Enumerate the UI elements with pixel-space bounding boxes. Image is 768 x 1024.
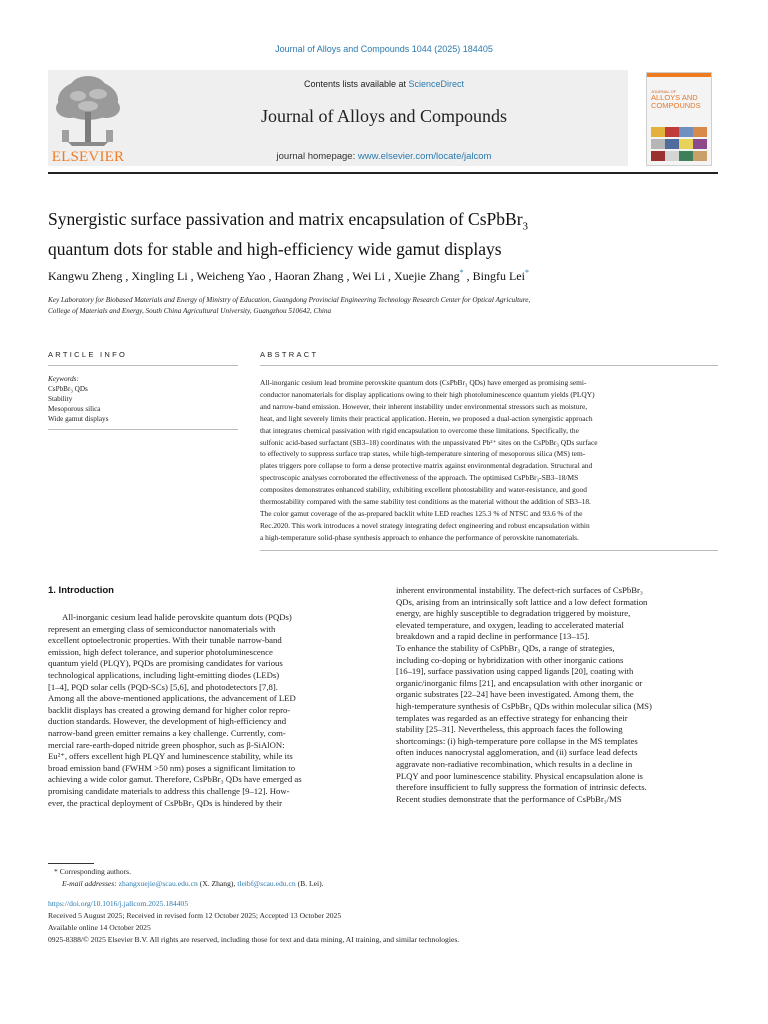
cover-block bbox=[665, 151, 679, 161]
article-title bbox=[48, 208, 718, 260]
author-separator: , bbox=[187, 269, 197, 283]
cover-block bbox=[679, 139, 693, 149]
author-list bbox=[48, 268, 718, 284]
author-separator: , bbox=[265, 269, 275, 283]
body-line: broad emission band (FWHM >50 nm) poses a significant limitation to bbox=[48, 762, 296, 773]
cover-title-small: JOURNAL OF bbox=[651, 89, 677, 94]
author-separator: , bbox=[384, 269, 394, 283]
online-date: Available online 14 October 2025 bbox=[48, 923, 151, 932]
journal-title[interactable]: Journal of Alloys and Compounds bbox=[261, 106, 507, 126]
title-line1: Synergistic surface passivation and matrix encapsulation of CsPbBr bbox=[48, 209, 523, 229]
elsevier-wordmark: ELSEVIER bbox=[51, 149, 125, 165]
body-line: emission, high defect tolerance, and superior photoluminescence bbox=[48, 646, 273, 657]
affiliation bbox=[48, 295, 718, 317]
body-line: backlit displays has created a growing demand for higher color repro- bbox=[48, 704, 291, 715]
cover-title-main: ALLOYS AND COMPOUNDS bbox=[651, 93, 701, 110]
doi-text[interactable]: https://doi.org/10.1016/j.jallcom.2025.184405 bbox=[48, 899, 189, 908]
abstract-text bbox=[260, 377, 718, 544]
body-line: technological applications, including light-emitting diodes (LEDs) bbox=[48, 669, 280, 680]
abstract-line: and narrow-band emission. However, their inherent instability under environmental stressors such as moisture, bbox=[260, 401, 588, 411]
received-dates: Received 5 August 2025; Received in revised form 12 October 2025; Accepted 13 October 2025 bbox=[48, 911, 342, 920]
body-line: organic/inorganic films [21], and encapsulation with other inorganic or bbox=[396, 677, 643, 688]
abstract-line: conductor nanomaterials for display applications owing to their high photoluminescence quantum yields (PLQY) bbox=[260, 389, 595, 399]
corresponding-star[interactable]: * bbox=[459, 268, 464, 277]
abstract-line: that integrates chemical passivation with rigid encapsulation to overcome these limitations. Specifically, the bbox=[260, 425, 579, 435]
body-line: shortcomings: (i) high-temperature pore collapse in the MS templates bbox=[396, 735, 638, 746]
cover-block bbox=[665, 139, 679, 149]
body-line: Eu²⁺, offers excellent high PLQY and luminescence stability, while its bbox=[48, 751, 293, 762]
author-name[interactable]: Weicheng Yao bbox=[196, 269, 266, 283]
body-line: Among all the above-mentioned applications, the advancement of LED bbox=[48, 693, 296, 704]
corresponding-star[interactable]: * bbox=[524, 268, 529, 277]
cover-block bbox=[665, 127, 679, 137]
affiliation-line2: College of Materials and Energy, South China Agricultural University, Guangzhou 510642, China bbox=[48, 307, 332, 315]
article-info-heading: ARTICLE INFO bbox=[48, 350, 128, 359]
author-name[interactable]: Xuejie Zhang bbox=[393, 269, 460, 283]
keyword: Stability bbox=[48, 395, 73, 403]
email-link[interactable]: zhangxuejie@scau.edu.cn bbox=[118, 879, 198, 888]
body-line: templates was regarded as an effective strategy for enhancing their bbox=[396, 712, 628, 723]
body-line: often induces nanocrystal agglomeration, and (ii) surface lead defects bbox=[396, 747, 638, 758]
abstract-heading: ABSTRACT bbox=[260, 350, 319, 359]
body-line: stability [25–31]. Nevertheless, this approach faces the following bbox=[396, 724, 623, 735]
email-link[interactable]: tleibf@scau.edu.cn bbox=[237, 879, 296, 888]
abstract-rule bbox=[260, 365, 718, 366]
body-line: breakdown and a rapid decline in performance [13–15]. bbox=[396, 631, 590, 642]
author-name[interactable]: Kangwu Zheng bbox=[48, 269, 123, 283]
intro-right-column bbox=[396, 585, 718, 805]
keywords-block bbox=[48, 374, 228, 424]
abstract-line: a high-temperature solid-phase synthesis approach to enhance the performance of perovskite nanomaterials. bbox=[260, 532, 579, 542]
author-name[interactable]: Wei Li bbox=[352, 269, 385, 283]
abstract-line: composites demonstrates enhanced stability, exhibiting excellent photostability and water-resistance, and good bbox=[260, 485, 587, 495]
abstract-line: sulfonic acid-based surfactant (SB3–18) coordinates with the unpassivated Pb²⁺ sites on the CsPbBr₃ QDs surface bbox=[260, 437, 598, 447]
body-line: therefore insufficient to fully suppress the formation of intrinsic defects. bbox=[396, 782, 647, 793]
body-line: aggravate non-radiative recombination, which results in a decline in bbox=[396, 758, 633, 769]
keyword: CsPbBr₃ QDs bbox=[48, 385, 88, 393]
cover-title bbox=[651, 89, 711, 110]
body-line: achieving a wide color gamut. Therefore, CsPbBr₃ QDs have emerged as bbox=[48, 774, 302, 785]
author-separator: , bbox=[343, 269, 353, 283]
title-subscript: 3 bbox=[522, 220, 529, 233]
author-name[interactable]: Xingling Li bbox=[131, 269, 188, 283]
footnote-rule bbox=[48, 863, 94, 864]
title-line2: quantum dots for stable and high-efficiency wide gamut displays bbox=[48, 238, 502, 259]
header-rule bbox=[48, 172, 718, 174]
keywords-label: Keywords: bbox=[48, 375, 79, 383]
body-line: mercial rare-earth-doped nitride green phosphor, such as β-SiAlON: bbox=[48, 739, 285, 750]
body-line: elevated temperature, and oxygen, leading to accelerated material bbox=[396, 619, 624, 630]
affiliation-line1: Key Laboratory for Biobased Materials and Energy of Ministry of Education, Guangdong Provincial Engineering Technology Research Center for Optical Agriculture, bbox=[48, 296, 531, 304]
cover-block bbox=[693, 127, 707, 137]
abstract-line: plates triggers pore collapse to form a dense protective matrix against environmental degradation. Structural and bbox=[260, 461, 593, 471]
keyword: Wide gamut displays bbox=[48, 415, 109, 423]
journal-cover-thumbnail[interactable] bbox=[646, 72, 712, 166]
email-owner: (X. Zhang), bbox=[197, 879, 238, 888]
body-line: [1–4], PQD solar cells (PQD-SCs) [5,6], and photodetectors [7,8]. bbox=[48, 681, 278, 692]
body-line: [16–19], surface passivation using capped ligands [20], coating with bbox=[396, 666, 634, 677]
intro-left-column bbox=[48, 612, 373, 809]
email-addresses bbox=[62, 878, 718, 889]
cover-block bbox=[651, 139, 665, 149]
author-name[interactable]: Haoran Zhang bbox=[274, 269, 344, 283]
email-label: E-mail addresses: bbox=[62, 879, 119, 888]
email-owner: (B. Lei). bbox=[295, 879, 324, 888]
cover-block bbox=[679, 127, 693, 137]
body-line: narrow-band green emitter remains a key challenge. Currently, com- bbox=[48, 727, 286, 738]
body-line: organic substrates [22–24] have been investigated. Among them, the bbox=[396, 689, 634, 700]
cover-block bbox=[693, 139, 707, 149]
body-line: represent an emerging class of semiconductor nanomaterials with bbox=[48, 623, 276, 634]
copyright-line: 0925-8388/© 2025 Elsevier B.V. All rights are reserved, including those for text and data mining, AI training, and similar technologies. bbox=[48, 935, 460, 944]
body-line: excellent optoelectronic properties. With their tunable narrow-band bbox=[48, 635, 282, 646]
doi-link[interactable] bbox=[48, 898, 718, 909]
body-line: Recent studies demonstrate that the performance of CsPbBr₃/MS bbox=[396, 793, 622, 804]
abstract-line: Rec.2020. This work introduces a novel strategy integrating defect engineering and robust encapsulation within bbox=[260, 520, 590, 530]
corresponding-authors-note: * Corresponding authors. bbox=[54, 867, 131, 876]
abstract-bottom-rule bbox=[260, 550, 718, 551]
abstract-line: spectroscopic analyses corroborated the effectiveness of the approach. The optimised CsPbBr₃-SB3–18/MS bbox=[260, 473, 579, 483]
cover-block bbox=[651, 127, 665, 137]
body-line: including co-doping or hybridization with other inorganic cations bbox=[396, 654, 624, 665]
body-line: promising candidate materials to address this challenge [9–12]. How- bbox=[48, 785, 290, 796]
keywords-rule bbox=[48, 429, 238, 430]
abstract-line: All-inorganic cesium lead bromine perovskite quantum dots (CsPbBr₃ QDs) have emerged as promising semi- bbox=[260, 378, 587, 387]
body-line: QDs, arising from an intrinsically soft lattice and a low defect formation bbox=[396, 596, 648, 607]
body-line: ever, the practical deployment of CsPbBr₃ QDs is hindered by their bbox=[48, 797, 283, 808]
abstract-line: to effectively to suppress surface trap states, while high-temperature sintering of mesoporous silica (MS) tem- bbox=[260, 449, 586, 459]
author-name[interactable]: Bingfu Lei bbox=[472, 269, 525, 283]
body-line: high-temperature synthesis of CsPbBr₃ QDs within molecular silica (MS) bbox=[396, 700, 652, 711]
body-line: All-inorganic cesium lead halide perovskite quantum dots (PQDs) bbox=[62, 612, 292, 622]
keyword: Mesoporous silica bbox=[48, 405, 101, 413]
body-line: inherent environmental instability. The defect-rich surfaces of CsPbBr₃ bbox=[396, 585, 643, 595]
abstract-line: The color gamut coverage of the as-prepared backlit white LED reaches 125.3 % of NTSC and 93.6 % of the bbox=[260, 508, 583, 518]
abstract-line: heat, and light severely limits their practical application. Herein, we proposed a dual-action synergistic approach bbox=[260, 413, 593, 423]
body-line: PLQY and poor luminescence stability. Physical encapsulation alone is bbox=[396, 770, 643, 781]
cover-block bbox=[693, 151, 707, 161]
cover-top-bar bbox=[647, 73, 711, 77]
running-head[interactable]: Journal of Alloys and Compounds 1044 (2025) 184405 bbox=[275, 44, 493, 54]
body-line: duction standards. However, the development of high-efficiency and bbox=[48, 716, 287, 727]
article-info-rule bbox=[48, 365, 238, 366]
abstract-line: thermostability compared with the same stability test conditions as the material without the addition of SB3–18. bbox=[260, 497, 591, 507]
author-separator: , bbox=[463, 269, 473, 283]
contents-prefix: Contents lists available at bbox=[303, 79, 409, 89]
cover-block bbox=[679, 151, 693, 161]
sciencedirect-link[interactable]: ScienceDirect bbox=[408, 79, 465, 89]
body-line: To enhance the stability of CsPbBr₃ QDs, a range of strategies, bbox=[396, 642, 615, 653]
introduction-heading: 1. Introduction bbox=[48, 585, 114, 596]
cover-block bbox=[651, 151, 665, 161]
author-separator: , bbox=[122, 269, 132, 283]
body-line: quantum yield (PLQY), PQDs are promising candidates for various bbox=[48, 658, 283, 669]
homepage-link[interactable]: www.elsevier.com/locate/jalcom bbox=[357, 151, 492, 162]
body-line: energy, are highly susceptible to degradation triggered by moisture, bbox=[396, 608, 631, 619]
homepage-prefix: journal homepage: bbox=[276, 151, 358, 162]
